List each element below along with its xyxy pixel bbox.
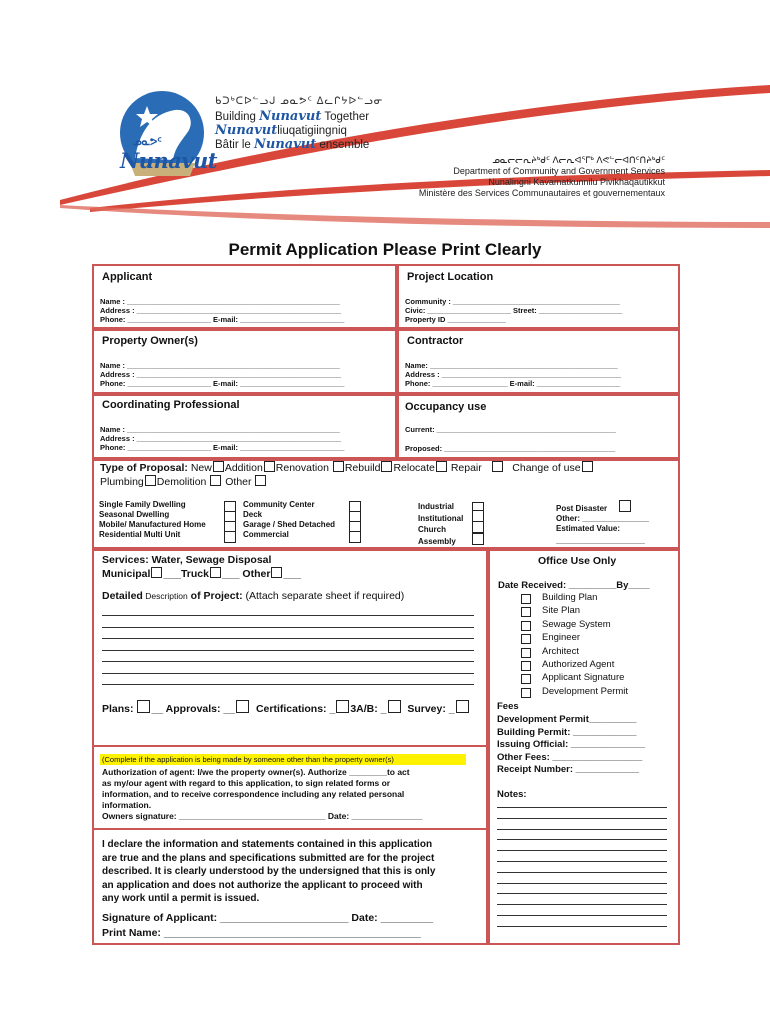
post-disaster-label: Post Disaster xyxy=(556,504,608,513)
building-types-col1: Single Family Dwelling Seasonal Dwelling Mobile/ Manufactured Home Residential Multi Unit xyxy=(99,500,206,539)
receipt-number-field[interactable]: Receipt Number: ____________ xyxy=(497,764,640,775)
property-owner-heading: Property Owner(s) xyxy=(102,335,198,347)
assembly-checkbox[interactable] xyxy=(472,533,484,545)
description-line[interactable] xyxy=(102,650,474,651)
building-types-col2: Community Center Deck Garage / Shed Detached Commercial xyxy=(243,500,336,539)
notes-line[interactable] xyxy=(497,839,667,840)
rebuild-checkbox[interactable] xyxy=(381,461,392,472)
applicant-address-field[interactable]: Address : _________________________________________________ xyxy=(100,306,342,315)
print-name-field[interactable]: Print Name: ____________________________________________ xyxy=(102,927,421,939)
applicant-heading: Applicant xyxy=(102,271,153,283)
description-heading: Detailed Description of Project: (Attach separate sheet if required) xyxy=(102,590,405,602)
occupancy-current-field[interactable]: Current: ___________________________________________ xyxy=(405,425,617,434)
notes-line[interactable] xyxy=(497,915,667,916)
coordinating-heading: Coordinating Professional xyxy=(102,399,240,411)
page-title: Permit Application Please Print Clearly xyxy=(228,240,542,259)
approvals-checkbox[interactable] xyxy=(236,700,249,713)
building-permit-fee[interactable]: Building Permit: ____________ xyxy=(497,726,637,738)
office-item-label: Authorized Agent xyxy=(542,659,615,670)
office-item-checkbox[interactable] xyxy=(521,648,531,658)
declaration-text: I declare the information and statements contained in this application are true and the plans and specifications submitted are for the project described. It is clearly understood by the undersigned that this is only an application and does not authorize the applicant to proceed with any work until a permit is issued. xyxy=(102,839,436,904)
proposal-row-2: Plumbing Demolition Other xyxy=(100,475,267,488)
office-item-label: Site Plan xyxy=(542,605,581,617)
proposal-label: Type of Proposal: xyxy=(100,462,188,474)
logo-wordmark: Nunavut xyxy=(120,148,218,173)
office-heading: Office Use Only xyxy=(538,555,617,567)
owner-name-field[interactable]: Name : ___________________________________________________ xyxy=(100,361,340,370)
proposal-row-1: Type of Proposal: New Addition Renovation Rebuild Relocate Repair Change of use xyxy=(100,461,594,474)
office-item-checkbox[interactable] xyxy=(521,661,531,671)
certifications-checkbox[interactable] xyxy=(336,700,349,713)
addition-checkbox[interactable] xyxy=(264,461,275,472)
change-of-use-checkbox[interactable] xyxy=(582,461,593,472)
contractor-phone-field[interactable]: Phone: __________________ E-mail: ____________________ xyxy=(405,379,621,388)
commercial-checkbox[interactable] xyxy=(349,531,361,543)
notes-line[interactable] xyxy=(497,883,667,884)
description-line[interactable] xyxy=(102,627,474,628)
multi-unit-checkbox[interactable] xyxy=(224,531,236,543)
owner-address-field[interactable]: Address : _________________________________________________ xyxy=(100,370,342,379)
other-fees-field[interactable]: Other Fees: _________________ xyxy=(497,751,643,763)
office-item-label: Sewage System xyxy=(542,618,611,630)
office-item-checkbox[interactable] xyxy=(521,674,531,684)
ab-checkbox[interactable] xyxy=(388,700,401,713)
contractor-name-field[interactable]: Name: _____________________________________________ xyxy=(405,361,618,370)
agent-authorization: Authorization of agent: I/we the property owner(s). Authorize ________to act as my/our agent with regard to this application, to sign related forms or information, and to receive correspondence including any related personal information. Owners signature: _______________________________ Date: _______________ xyxy=(102,767,423,821)
description-line[interactable] xyxy=(102,673,474,674)
coord-name-field[interactable]: Name : ___________________________________________________ xyxy=(100,425,340,434)
agent-note: (Complete if the application is being made by someone other than the property owner(s) xyxy=(102,755,394,764)
estimated-value-label: Estimated Value: xyxy=(556,524,621,533)
notes-line[interactable] xyxy=(497,807,667,808)
office-item-label: Architect xyxy=(542,645,579,657)
applicant-phone-field[interactable]: Phone: ____________________ E-mail: _________________________ xyxy=(100,315,345,324)
truck-checkbox[interactable] xyxy=(210,567,221,578)
notes-line[interactable] xyxy=(497,926,667,927)
civic-street-field[interactable]: Civic: ____________________ Street: ____________________ xyxy=(405,306,623,315)
checks-row: Plans: __ Approvals: __ Certifications: _ 3A/B: _ Survey: _ xyxy=(102,700,470,715)
services-other-checkbox[interactable] xyxy=(271,567,282,578)
office-item-label: Applicant Signature xyxy=(542,672,625,684)
repair-checkbox[interactable] xyxy=(492,461,503,472)
notes-line[interactable] xyxy=(497,850,667,851)
community-field[interactable]: Community : ________________________________________ xyxy=(405,297,620,306)
fees-lines xyxy=(497,714,645,777)
tagline-french: Bâtir le Nunavut ensemble xyxy=(215,137,370,152)
other-checkbox[interactable] xyxy=(255,475,266,486)
office-item-checkbox[interactable] xyxy=(521,594,531,604)
occupancy-heading: Occupancy use xyxy=(405,401,487,413)
municipal-checkbox[interactable] xyxy=(151,567,162,578)
owners-signature-field[interactable]: Owners signature: _______________________________ Date: _______________ xyxy=(102,811,423,821)
notes-line[interactable] xyxy=(497,893,667,894)
notes-line[interactable] xyxy=(497,872,667,873)
plumbing-checkbox[interactable] xyxy=(145,475,156,486)
notes-line[interactable] xyxy=(497,904,667,905)
issuing-official-field[interactable]: Issuing Official: ______________ xyxy=(497,739,645,750)
notes-line[interactable] xyxy=(497,818,667,819)
property-id-field[interactable]: Property ID ______________ xyxy=(405,315,506,324)
owner-phone-field[interactable]: Phone: ____________________ E-mail: _________________________ xyxy=(100,379,345,388)
coord-address-field[interactable]: Address : _________________________________________________ xyxy=(100,434,342,443)
services-line: Municipal ___Truck ___ Other ___ xyxy=(102,568,301,580)
office-item-checkbox[interactable] xyxy=(521,634,531,644)
contractor-address-field[interactable]: Address : ___________________________________________ xyxy=(405,370,622,379)
notes-heading: Notes: xyxy=(497,789,527,800)
coord-phone-field[interactable]: Phone: ____________________ E-mail: _________________________ xyxy=(100,443,345,452)
church-checkbox[interactable] xyxy=(472,521,484,533)
office-item-checkbox[interactable] xyxy=(521,607,531,617)
fees-heading: Fees xyxy=(497,701,519,712)
office-item-label: Building Plan xyxy=(542,592,598,603)
description-line[interactable] xyxy=(102,615,474,616)
tagline-english: Building Nunavut Together xyxy=(215,109,370,124)
building-types-col3: Industrial Institutional Church Assembly xyxy=(418,502,464,546)
description-line[interactable] xyxy=(102,638,474,639)
office-item-label: Engineer xyxy=(542,632,581,644)
post-disaster-checkbox[interactable] xyxy=(619,500,631,512)
contractor-heading: Contractor xyxy=(407,335,464,347)
logo-syllabics: ᓄᓇᕗᑦ xyxy=(133,137,162,148)
building-other-field[interactable]: Other: _______________ xyxy=(556,514,649,523)
office-item-checkbox[interactable] xyxy=(521,688,531,698)
survey-checkbox[interactable] xyxy=(456,700,469,713)
demolition-checkbox[interactable] xyxy=(210,475,221,486)
department-block: ᓄᓇᓕᓕᕆᔨᒃᑯᑦ ᐱᓕᕆᐊᕐᒥᒃ ᐱᕙᓪᓕᐊᑎᑦᑎᔨᒃᑯᑦ Department of Community and Government Services Nunalingni Kavamatkunnilu Pivikhaqautikkut Ministère des Services Communautaires et gouvernementaux xyxy=(418,155,665,198)
estimated-value-field[interactable]: ____________________ xyxy=(556,536,645,545)
renovation-checkbox[interactable] xyxy=(333,461,344,472)
notes-line[interactable] xyxy=(497,829,667,830)
tagline-inuinnaqtun: Nunavutliuqatigiingniq xyxy=(215,123,347,138)
new-checkbox[interactable] xyxy=(213,461,224,472)
notes-line[interactable] xyxy=(497,861,667,862)
services-heading: Services: Water, Sewage Disposal xyxy=(102,554,272,566)
applicant-signature-field[interactable]: Signature of Applicant: ______________________ Date: _________ xyxy=(102,912,434,924)
plans-checkbox[interactable] xyxy=(137,700,150,713)
description-line[interactable] xyxy=(102,684,474,685)
project-location-heading: Project Location xyxy=(407,271,494,283)
relocate-checkbox[interactable] xyxy=(436,461,447,472)
tagline-syllabics: ᑲᑐᒃᑕᐅᓪᓗᒍ ᓄᓇᕗᑦ ᐃᓚᒋᔭᐅᓪᓗᓂ xyxy=(215,96,384,107)
occupancy-proposed-field[interactable]: Proposed: _________________________________________ xyxy=(405,444,616,453)
date-received-field[interactable]: Date Received: _________By____ xyxy=(498,580,650,591)
applicant-name-field[interactable]: Name : ___________________________________________________ xyxy=(100,297,340,306)
description-line[interactable] xyxy=(102,661,474,662)
office-item-checkbox[interactable] xyxy=(521,621,531,631)
office-item-label: Development Permit xyxy=(542,685,629,697)
development-permit-fee[interactable]: Development Permit_________ xyxy=(497,714,637,725)
